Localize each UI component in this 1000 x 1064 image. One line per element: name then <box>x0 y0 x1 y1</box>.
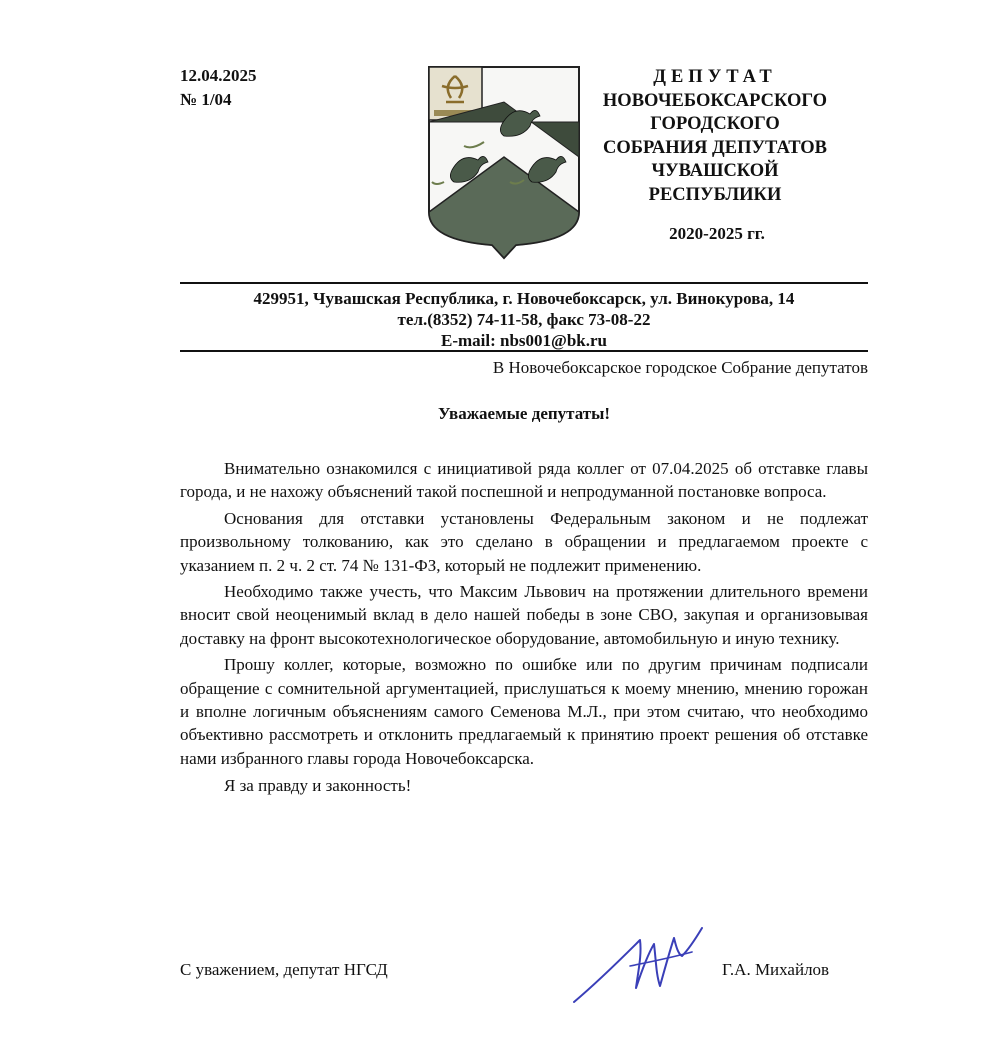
letter-body <box>180 457 868 801</box>
divider-bottom <box>180 350 868 352</box>
closing: С уважением, депутат НГСД <box>180 960 388 979</box>
signer-name: Г.А. Михайлов <box>722 960 830 979</box>
coat-of-arms-emblem <box>424 62 584 262</box>
divider-top <box>180 282 868 284</box>
title-line-2: НОВОЧЕБОКСАРСКОГО <box>602 90 828 111</box>
title-line-4: СОБРАНИЯ ДЕПУТАТОВ <box>602 137 828 158</box>
title-line-6: РЕСПУБЛИКИ <box>648 184 782 205</box>
paragraph-4: Прошу коллег, которые, возможно по ошибке или по другим причинам подписали обращение с сомнительной аргументацией, прислушаться к моему мнению, мнению горожан и вполне логичным объяснениям самого Семенова М.Л., при этом считаю, что необходимо объективно рассмотреть и отклонить предлагаемый к принятию проект решения об отставке нами избранного главы города Новочебоксарска. <box>180 655 868 768</box>
title-line-5: ЧУВАШСКОЙ <box>651 161 779 181</box>
title-line-1: ДЕПУТАТ <box>653 67 777 87</box>
greeting: Уважаемые депутаты! <box>437 404 611 423</box>
paragraph-5: Я за правду и законность! <box>224 776 412 796</box>
handwritten-signature <box>570 910 710 1010</box>
paragraph-3: Необходимо также учесть, что Максим Львович на протяжении длительного времени вносит свой неоценимый вклад в дело нашей победы в зоне СВО, закупая и организовывая доставку на фронт высокотехнологическое оборудование, автомобильную и иную технику. <box>180 582 868 648</box>
address-block <box>180 288 868 351</box>
term-years: 2020-2025 гг. <box>669 224 765 243</box>
paragraph-1: Внимательно ознакомился с инициативой ряда коллег от 07.04.2025 об отставке главы города, и не нахожу объяснений такой поспешной и непродуманной постановке вопроса. <box>180 459 868 502</box>
address-line: 429951, Чувашская Республика, г. Новочебоксарск, ул. Винокурова, 14 <box>253 289 795 308</box>
document-date: 12.04.2025 <box>180 66 257 85</box>
document-number: № 1/04 <box>180 90 232 109</box>
phone-line: тел.(8352) 74-11-58, факс 73-08-22 <box>397 310 651 329</box>
email-line: E-mail: nbs001@bk.ru <box>440 331 607 350</box>
deputy-title <box>590 66 840 207</box>
title-line-3: ГОРОДСКОГО <box>650 114 780 134</box>
recipient: В Новочебоксарское городское Собрание депутатов <box>492 358 868 377</box>
paragraph-2: Основания для отставки установлены Федеральным законом и не подлежат произвольному толкованию, как это сделано в обращении и предлагаемом проекте с указанием п. 2 ч. 2 ст. 74 № 131-ФЗ, который не подлежит применению. <box>180 508 868 575</box>
